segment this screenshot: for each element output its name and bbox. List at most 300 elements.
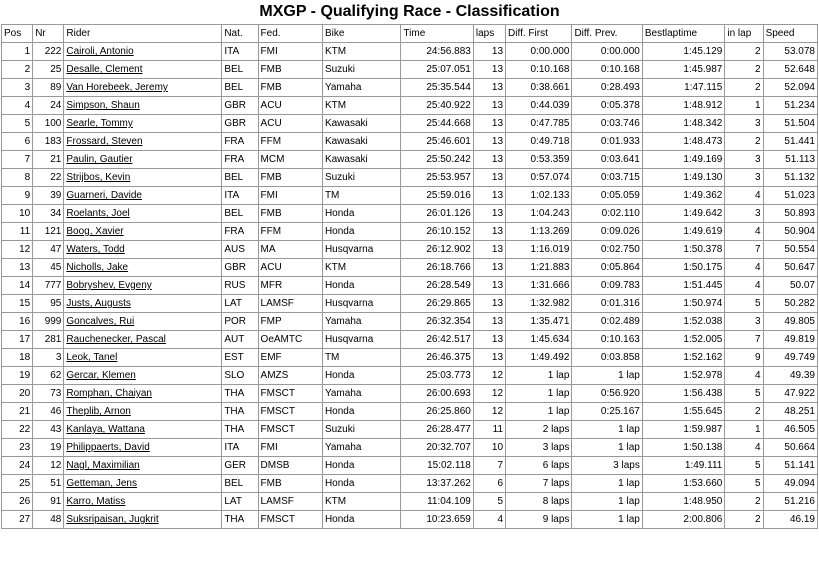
cell-diff-first: 1:16.019 (506, 241, 572, 259)
cell-nat: ITA (222, 187, 258, 205)
cell-speed: 52.648 (763, 61, 817, 79)
table-row (2, 493, 818, 511)
cell-diff-prev: 0:00.000 (572, 43, 642, 61)
table-row (2, 313, 818, 331)
cell-pos: 26 (2, 493, 33, 511)
cell-diff-first: 2 laps (506, 421, 572, 439)
cell-time: 25:03.773 (401, 367, 473, 385)
cell-bestlaptime: 1:50.378 (642, 241, 725, 259)
cell-pos: 13 (2, 259, 33, 277)
cell-nat: LAT (222, 493, 258, 511)
table-row (2, 79, 818, 97)
cell-time: 26:46.375 (401, 349, 473, 367)
cell-bike: Yamaha (322, 385, 400, 403)
cell-diff-first: 0:49.718 (506, 133, 572, 151)
cell-time: 26:18.766 (401, 259, 473, 277)
cell-rider[interactable]: Rauchenecker, Pascal (64, 331, 222, 349)
cell-time: 26:42.517 (401, 331, 473, 349)
table-row (2, 439, 818, 457)
cell-diff-prev: 0:05.378 (572, 97, 642, 115)
cell-pos: 21 (2, 403, 33, 421)
cell-diff-prev: 0:01.933 (572, 133, 642, 151)
cell-speed: 49.805 (763, 313, 817, 331)
cell-diff-prev: 0:09.026 (572, 223, 642, 241)
cell-fed: MA (258, 241, 322, 259)
cell-diff-prev: 0:25.167 (572, 403, 642, 421)
cell-nr: 100 (33, 115, 64, 133)
cell-pos: 1 (2, 43, 33, 61)
cell-fed: FMSCT (258, 511, 322, 529)
cell-in-lap: 4 (725, 259, 763, 277)
cell-fed: FMB (258, 205, 322, 223)
table-row (2, 367, 818, 385)
column-header-rider: Rider (64, 25, 222, 43)
cell-rider[interactable]: Van Horebeek, Jeremy (64, 79, 222, 97)
cell-laps: 13 (473, 115, 505, 133)
cell-time: 24:56.883 (401, 43, 473, 61)
cell-bestlaptime: 1:49.111 (642, 457, 725, 475)
cell-in-lap: 2 (725, 61, 763, 79)
cell-speed: 48.251 (763, 403, 817, 421)
cell-speed: 52.094 (763, 79, 817, 97)
cell-nr: 39 (33, 187, 64, 205)
cell-speed: 50.554 (763, 241, 817, 259)
cell-time: 26:32.354 (401, 313, 473, 331)
classification-table (1, 24, 818, 529)
cell-in-lap: 4 (725, 439, 763, 457)
cell-laps: 10 (473, 439, 505, 457)
cell-bike: KTM (322, 259, 400, 277)
cell-diff-prev: 0:03.858 (572, 349, 642, 367)
cell-fed: MFR (258, 277, 322, 295)
cell-diff-first: 1 lap (506, 403, 572, 421)
cell-diff-first: 1:45.634 (506, 331, 572, 349)
cell-diff-first: 1:32.982 (506, 295, 572, 313)
cell-rider[interactable]: Karro, Matiss (64, 493, 222, 511)
cell-bike: Suzuki (322, 169, 400, 187)
cell-diff-first: 1:35.471 (506, 313, 572, 331)
cell-in-lap: 3 (725, 115, 763, 133)
cell-nat: GBR (222, 115, 258, 133)
cell-diff-prev: 0:02.750 (572, 241, 642, 259)
cell-bestlaptime: 1:50.138 (642, 439, 725, 457)
cell-bestlaptime: 1:49.130 (642, 169, 725, 187)
cell-in-lap: 2 (725, 79, 763, 97)
cell-nr: 48 (33, 511, 64, 529)
cell-bestlaptime: 1:52.162 (642, 349, 725, 367)
cell-fed: LAMSF (258, 295, 322, 313)
cell-in-lap: 4 (725, 277, 763, 295)
cell-nat: LAT (222, 295, 258, 313)
cell-rider[interactable]: Theplib, Arnon (64, 403, 222, 421)
cell-nat: AUS (222, 241, 258, 259)
cell-in-lap: 3 (725, 169, 763, 187)
cell-diff-prev: 1 lap (572, 475, 642, 493)
cell-fed: FFM (258, 133, 322, 151)
cell-laps: 13 (473, 133, 505, 151)
cell-diff-prev: 1 lap (572, 439, 642, 457)
cell-speed: 49.094 (763, 475, 817, 493)
cell-laps: 13 (473, 331, 505, 349)
cell-bestlaptime: 1:52.978 (642, 367, 725, 385)
cell-diff-prev: 1 lap (572, 367, 642, 385)
cell-rider[interactable]: Simpson, Shaun (64, 97, 222, 115)
cell-nr: 222 (33, 43, 64, 61)
cell-fed: FFM (258, 223, 322, 241)
cell-diff-prev: 1 lap (572, 421, 642, 439)
cell-in-lap: 1 (725, 97, 763, 115)
cell-nat: ITA (222, 43, 258, 61)
cell-laps: 13 (473, 349, 505, 367)
cell-pos: 25 (2, 475, 33, 493)
table-row (2, 187, 818, 205)
cell-time: 26:28.477 (401, 421, 473, 439)
cell-in-lap: 2 (725, 43, 763, 61)
table-row (2, 277, 818, 295)
cell-nr: 777 (33, 277, 64, 295)
cell-in-lap: 4 (725, 187, 763, 205)
cell-nat: THA (222, 403, 258, 421)
cell-diff-first: 3 laps (506, 439, 572, 457)
cell-fed: EMF (258, 349, 322, 367)
cell-pos: 4 (2, 97, 33, 115)
cell-nat: FRA (222, 133, 258, 151)
cell-nr: 24 (33, 97, 64, 115)
cell-speed: 51.504 (763, 115, 817, 133)
cell-bike: KTM (322, 97, 400, 115)
cell-bestlaptime: 2:00.806 (642, 511, 725, 529)
cell-bestlaptime: 1:53.660 (642, 475, 725, 493)
cell-bike: Husqvarna (322, 295, 400, 313)
cell-nat: SLO (222, 367, 258, 385)
cell-nat: EST (222, 349, 258, 367)
cell-rider[interactable]: Strijbos, Kevin (64, 169, 222, 187)
cell-rider[interactable]: Suksripaisan, Jugkrit (64, 511, 222, 529)
cell-time: 25:53.957 (401, 169, 473, 187)
cell-nr: 34 (33, 205, 64, 223)
cell-fed: FMSCT (258, 385, 322, 403)
cell-fed: MCM (258, 151, 322, 169)
cell-rider[interactable]: Leok, Tanel (64, 349, 222, 367)
cell-laps: 13 (473, 277, 505, 295)
cell-bestlaptime: 1:52.038 (642, 313, 725, 331)
cell-time: 26:28.549 (401, 277, 473, 295)
cell-diff-first: 0:53.359 (506, 151, 572, 169)
cell-time: 25:50.242 (401, 151, 473, 169)
table-row (2, 97, 818, 115)
cell-fed: FMP (258, 313, 322, 331)
cell-bestlaptime: 1:49.642 (642, 205, 725, 223)
cell-bike: Honda (322, 403, 400, 421)
cell-laps: 13 (473, 313, 505, 331)
cell-diff-first: 1:13.269 (506, 223, 572, 241)
cell-nr: 12 (33, 457, 64, 475)
cell-nat: AUT (222, 331, 258, 349)
column-header-nat: Nat. (222, 25, 258, 43)
cell-nat: THA (222, 385, 258, 403)
cell-laps: 13 (473, 223, 505, 241)
cell-diff-first: 9 laps (506, 511, 572, 529)
cell-rider[interactable]: Searle, Tommy (64, 115, 222, 133)
cell-rider[interactable]: Kanlaya, Wattana (64, 421, 222, 439)
cell-diff-prev: 0:01.316 (572, 295, 642, 313)
cell-fed: FMSCT (258, 421, 322, 439)
cell-speed: 51.132 (763, 169, 817, 187)
cell-in-lap: 5 (725, 295, 763, 313)
table-row (2, 475, 818, 493)
cell-bike: Kawasaki (322, 115, 400, 133)
table-row (2, 115, 818, 133)
cell-rider[interactable]: Gercar, Klemen (64, 367, 222, 385)
cell-bestlaptime: 1:52.005 (642, 331, 725, 349)
cell-speed: 51.216 (763, 493, 817, 511)
cell-in-lap: 1 (725, 421, 763, 439)
column-header-fed: Fed. (258, 25, 322, 43)
cell-rider[interactable]: Waters, Todd (64, 241, 222, 259)
cell-bike: TM (322, 349, 400, 367)
cell-rider[interactable]: Philippaerts, David (64, 439, 222, 457)
cell-rider[interactable]: Bobryshev, Evgeny (64, 277, 222, 295)
cell-fed: AMZS (258, 367, 322, 385)
cell-speed: 46.505 (763, 421, 817, 439)
cell-diff-prev: 0:02.110 (572, 205, 642, 223)
cell-laps: 12 (473, 385, 505, 403)
cell-fed: ACU (258, 259, 322, 277)
cell-rider[interactable]: Roelants, Joel (64, 205, 222, 223)
cell-nr: 3 (33, 349, 64, 367)
cell-bike: TM (322, 187, 400, 205)
cell-speed: 46.19 (763, 511, 817, 529)
cell-nat: BEL (222, 79, 258, 97)
cell-laps: 12 (473, 367, 505, 385)
cell-diff-first: 1:21.883 (506, 259, 572, 277)
cell-speed: 50.07 (763, 277, 817, 295)
cell-in-lap: 5 (725, 475, 763, 493)
cell-pos: 5 (2, 115, 33, 133)
table-row (2, 241, 818, 259)
table-row (2, 151, 818, 169)
cell-laps: 13 (473, 187, 505, 205)
cell-bike: Honda (322, 205, 400, 223)
cell-bestlaptime: 1:55.645 (642, 403, 725, 421)
cell-bestlaptime: 1:59.987 (642, 421, 725, 439)
cell-diff-prev: 0:05.864 (572, 259, 642, 277)
cell-pos: 24 (2, 457, 33, 475)
cell-nat: ITA (222, 439, 258, 457)
table-row (2, 169, 818, 187)
table-row (2, 403, 818, 421)
cell-fed: FMB (258, 169, 322, 187)
cell-bestlaptime: 1:50.175 (642, 259, 725, 277)
cell-pos: 22 (2, 421, 33, 439)
table-row (2, 331, 818, 349)
cell-bestlaptime: 1:49.619 (642, 223, 725, 241)
cell-pos: 17 (2, 331, 33, 349)
cell-diff-prev: 0:10.163 (572, 331, 642, 349)
cell-fed: FMSCT (258, 403, 322, 421)
cell-nat: GBR (222, 97, 258, 115)
cell-speed: 50.282 (763, 295, 817, 313)
cell-diff-prev: 0:56.920 (572, 385, 642, 403)
cell-speed: 49.39 (763, 367, 817, 385)
cell-bestlaptime: 1:47.115 (642, 79, 725, 97)
cell-laps: 13 (473, 79, 505, 97)
cell-diff-first: 6 laps (506, 457, 572, 475)
cell-bike: Honda (322, 457, 400, 475)
cell-nat: BEL (222, 169, 258, 187)
cell-speed: 51.234 (763, 97, 817, 115)
cell-diff-prev: 3 laps (572, 457, 642, 475)
cell-bestlaptime: 1:49.169 (642, 151, 725, 169)
column-header-pos: Pos (2, 25, 33, 43)
cell-nr: 21 (33, 151, 64, 169)
cell-fed: ACU (258, 97, 322, 115)
cell-nr: 91 (33, 493, 64, 511)
cell-bestlaptime: 1:51.445 (642, 277, 725, 295)
cell-laps: 13 (473, 61, 505, 79)
cell-fed: FMI (258, 187, 322, 205)
cell-diff-prev: 1 lap (572, 493, 642, 511)
cell-bike: KTM (322, 493, 400, 511)
cell-rider[interactable]: Getteman, Jens (64, 475, 222, 493)
cell-pos: 6 (2, 133, 33, 151)
cell-diff-first: 7 laps (506, 475, 572, 493)
cell-in-lap: 5 (725, 457, 763, 475)
cell-rider[interactable]: Nicholls, Jake (64, 259, 222, 277)
cell-rider[interactable]: Desalle, Clement (64, 61, 222, 79)
cell-rider[interactable]: Guarneri, Davide (64, 187, 222, 205)
table-row (2, 205, 818, 223)
cell-diff-first: 1 lap (506, 367, 572, 385)
column-header-diff-first: Diff. First (506, 25, 572, 43)
table-row (2, 457, 818, 475)
cell-laps: 13 (473, 97, 505, 115)
cell-rider[interactable]: Boog, Xavier (64, 223, 222, 241)
cell-bike: Kawasaki (322, 133, 400, 151)
cell-bike: Honda (322, 277, 400, 295)
cell-bestlaptime: 1:48.473 (642, 133, 725, 151)
cell-bestlaptime: 1:48.342 (642, 115, 725, 133)
table-row (2, 133, 818, 151)
cell-in-lap: 7 (725, 241, 763, 259)
cell-pos: 7 (2, 151, 33, 169)
cell-rider[interactable]: Paulin, Gautier (64, 151, 222, 169)
cell-pos: 2 (2, 61, 33, 79)
cell-rider[interactable]: Cairoli, Antonio (64, 43, 222, 61)
table-row (2, 259, 818, 277)
column-header-speed: Speed (763, 25, 817, 43)
cell-diff-first: 1:04.243 (506, 205, 572, 223)
column-header-nr: Nr (33, 25, 64, 43)
cell-speed: 50.893 (763, 205, 817, 223)
cell-rider[interactable]: Romphan, Chaiyan (64, 385, 222, 403)
cell-in-lap: 5 (725, 385, 763, 403)
cell-speed: 50.904 (763, 223, 817, 241)
cell-time: 26:10.152 (401, 223, 473, 241)
cell-laps: 11 (473, 421, 505, 439)
cell-pos: 10 (2, 205, 33, 223)
cell-diff-first: 1:02.133 (506, 187, 572, 205)
cell-diff-prev: 0:02.489 (572, 313, 642, 331)
cell-bestlaptime: 1:56.438 (642, 385, 725, 403)
cell-fed: FMI (258, 43, 322, 61)
cell-time: 10:23.659 (401, 511, 473, 529)
cell-speed: 51.141 (763, 457, 817, 475)
cell-in-lap: 4 (725, 367, 763, 385)
table-row (2, 349, 818, 367)
cell-bestlaptime: 1:48.912 (642, 97, 725, 115)
cell-bike: Yamaha (322, 439, 400, 457)
cell-rider[interactable]: Nagl, Maximilian (64, 457, 222, 475)
cell-laps: 13 (473, 43, 505, 61)
cell-pos: 27 (2, 511, 33, 529)
column-header-in-lap: in lap (725, 25, 763, 43)
cell-nr: 45 (33, 259, 64, 277)
cell-time: 26:12.902 (401, 241, 473, 259)
cell-speed: 51.113 (763, 151, 817, 169)
cell-pos: 15 (2, 295, 33, 313)
cell-rider[interactable]: Justs, Augusts (64, 295, 222, 313)
cell-time: 25:35.544 (401, 79, 473, 97)
cell-nat: FRA (222, 223, 258, 241)
cell-time: 15:02.118 (401, 457, 473, 475)
cell-nat: RUS (222, 277, 258, 295)
table-row (2, 421, 818, 439)
cell-rider[interactable]: Goncalves, Rui (64, 313, 222, 331)
cell-bestlaptime: 1:45.987 (642, 61, 725, 79)
cell-time: 25:46.601 (401, 133, 473, 151)
cell-in-lap: 3 (725, 313, 763, 331)
cell-diff-prev: 0:09.783 (572, 277, 642, 295)
table-header-row (2, 25, 818, 43)
cell-bike: Honda (322, 367, 400, 385)
cell-laps: 7 (473, 457, 505, 475)
cell-nat: BEL (222, 61, 258, 79)
cell-diff-prev: 0:03.641 (572, 151, 642, 169)
column-header-laps: laps (473, 25, 505, 43)
page-title: MXGP - Qualifying Race - Classification (259, 3, 560, 20)
cell-laps: 13 (473, 259, 505, 277)
cell-in-lap: 4 (725, 223, 763, 241)
cell-time: 25:44.668 (401, 115, 473, 133)
cell-in-lap: 2 (725, 511, 763, 529)
cell-nat: BEL (222, 475, 258, 493)
table-row (2, 385, 818, 403)
cell-bike: Yamaha (322, 79, 400, 97)
cell-pos: 11 (2, 223, 33, 241)
cell-nat: GBR (222, 259, 258, 277)
cell-speed: 50.647 (763, 259, 817, 277)
cell-pos: 12 (2, 241, 33, 259)
cell-time: 25:07.051 (401, 61, 473, 79)
cell-time: 26:25.860 (401, 403, 473, 421)
column-header-bike: Bike (322, 25, 400, 43)
cell-nat: BEL (222, 205, 258, 223)
cell-time: 13:37.262 (401, 475, 473, 493)
cell-time: 25:40.922 (401, 97, 473, 115)
cell-diff-first: 8 laps (506, 493, 572, 511)
cell-fed: FMB (258, 475, 322, 493)
cell-in-lap: 2 (725, 133, 763, 151)
cell-pos: 9 (2, 187, 33, 205)
column-header-time: Time (401, 25, 473, 43)
cell-pos: 14 (2, 277, 33, 295)
cell-pos: 8 (2, 169, 33, 187)
cell-in-lap: 2 (725, 403, 763, 421)
cell-speed: 53.078 (763, 43, 817, 61)
cell-nr: 19 (33, 439, 64, 457)
cell-rider[interactable]: Frossard, Steven (64, 133, 222, 151)
